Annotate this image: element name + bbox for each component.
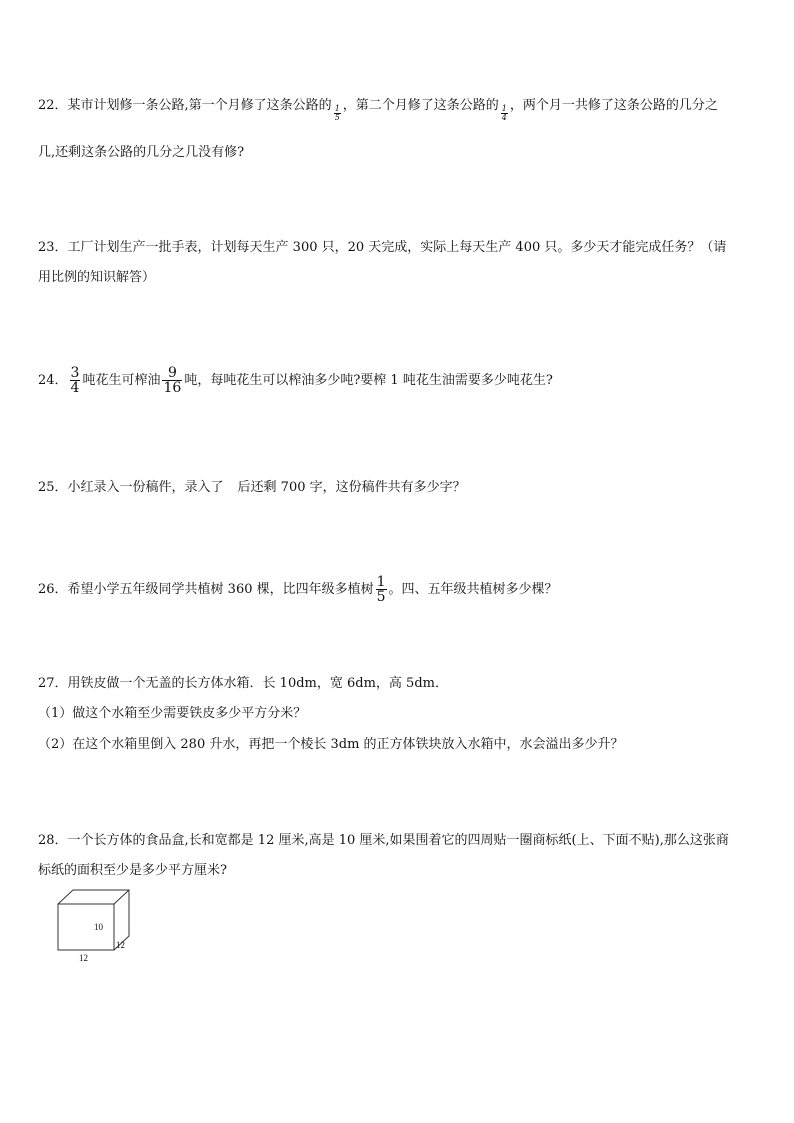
question-27-line-2: （1）做这个水箱至少需要铁皮多少平方分米？ xyxy=(38,706,307,721)
question-23-line-1: 23．工厂计划生产一批手表，计划每天生产 300 只，20 天完成，实际上每天生产 400 只。多少天才能完成任务？（请 xyxy=(38,240,727,255)
q26-fraction: $\frac{1}{5}$ xyxy=(376,574,386,605)
q25-text-part2: 后还剩 700 字，这份稿件共有多少字？ xyxy=(237,480,466,495)
q22-text-part1: 22．某市计划修一条公路,第一个月修了这条公路的 xyxy=(38,98,332,113)
q22-fraction-2: $\frac{1}{4}$ xyxy=(501,104,507,122)
q24-fraction-2: $\frac{9}{16}$ xyxy=(163,365,182,396)
q24-text-rest: 吨，每吨花生可以榨油多少吨?要榨 1 吨花生油需要多少吨花生? xyxy=(184,373,553,388)
question-23-line-2: 用比例的知识解答） xyxy=(38,270,156,285)
question-28-line-1: 28．一个长方体的食品盒,长和宽都是 12 厘米,高是 10 厘米,如果围着它的四周贴一圈商标纸(上、下面不贴),那么这张商 xyxy=(38,833,729,848)
question-26 xyxy=(38,575,558,604)
q24-text-mid: 吨花生可榨油 xyxy=(82,373,161,388)
question-27-line-1: 27．用铁皮做一个无盖的长方体水箱．长 10dm，宽 6dm，高 5dm． xyxy=(38,676,448,691)
question-22-line-2: 几,还剩这条公路的几分之几没有修? xyxy=(38,145,245,160)
label-width: 12 xyxy=(116,940,125,950)
question-25 xyxy=(38,478,466,498)
q26-text-part2: 。四、五年级共植树多少棵？ xyxy=(388,582,558,597)
q22-fraction-1: $\frac{1}{5}$ xyxy=(334,104,340,122)
q24-number: 24． xyxy=(38,373,68,388)
cuboid-drawing xyxy=(50,886,140,966)
label-length: 12 xyxy=(79,953,88,963)
q22-text-part3: ，两个月一共修了这条公路的几分之 xyxy=(509,98,718,113)
cuboid-figure xyxy=(50,886,140,970)
q24-fraction-1: $\frac{3}{4}$ xyxy=(70,365,80,396)
q26-text-part1: 26．希望小学五年级同学共植树 360 棵，比四年级多植树 xyxy=(38,582,374,597)
q22-text-part2: ，第二个月修了这条公路的 xyxy=(342,98,499,113)
q25-text-part1: 25．小红录入一份稿件，录入了 xyxy=(38,480,224,495)
cuboid-top-right-edge xyxy=(114,890,129,904)
cuboid-front-face xyxy=(58,904,114,950)
question-27-line-3: （2）在这个水箱里倒入 280 升水，再把一个棱长 3dm 的正方体铁块放入水箱中，水会溢出多少升？ xyxy=(38,737,624,752)
question-24 xyxy=(38,366,553,395)
question-22-line-1 xyxy=(38,96,718,122)
label-height: 10 xyxy=(94,922,103,932)
question-28-line-2: 标纸的面积至少是多少平方厘米? xyxy=(38,863,227,878)
